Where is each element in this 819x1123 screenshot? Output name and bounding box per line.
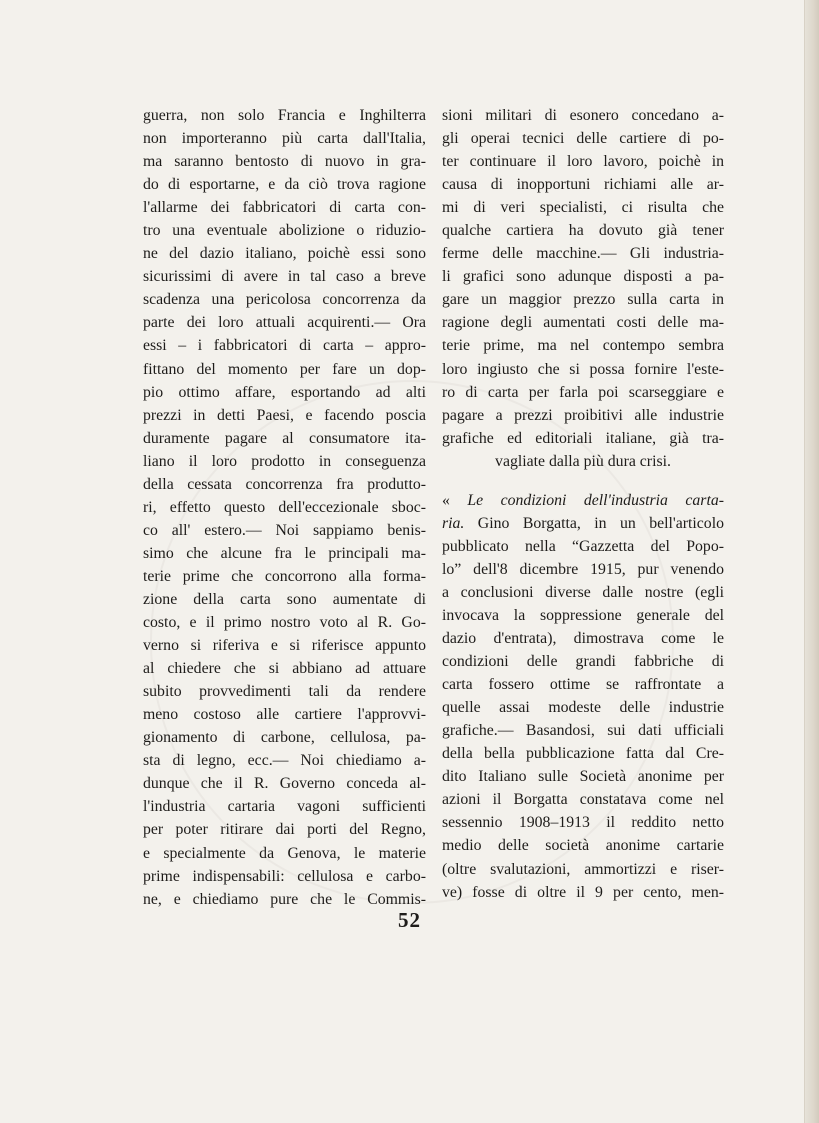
text-line: lo” dell'8 dicembre 1915, pur venendo <box>442 560 724 578</box>
text-line: zione della carta sono aumentate di <box>143 590 426 608</box>
text-line: li grafici sono adunque disposti a pa- <box>442 268 724 286</box>
right-column-paragraph-2 <box>442 489 724 904</box>
text-line: prime indispensabili: cellulosa e carbo- <box>143 867 426 885</box>
text-line: terie prime che concorrono alla forma- <box>143 567 426 585</box>
text-line: dito Italiano sulle Società anonime per <box>442 768 724 786</box>
text-line: sessennio 1908–1913 il reddito netto <box>442 814 724 832</box>
paragraph-gap <box>442 473 724 489</box>
text-line: (oltre svalutazioni, ammortizzi e riser- <box>442 860 724 878</box>
text-line: per poter ritirare dai porti del Regno, <box>143 821 426 839</box>
text-line: ve) fosse di oltre il 9 per cento, men- <box>442 883 724 901</box>
text-line: dunque che il R. Governo conceda al- <box>143 775 426 793</box>
text-line <box>442 512 724 535</box>
text-line: e specialmente da Genova, le materie <box>143 844 426 862</box>
text-line: scadenza una pericolosa concorrenza da <box>143 291 426 309</box>
text-line: meno costoso alle cartiere l'approvvi- <box>143 706 426 724</box>
text-line: qualche cartiera ha dovuto già tener <box>442 222 724 240</box>
text-line: al chiedere che si abbiano ad attuare <box>143 660 426 678</box>
text-line: ragione degli aumentati costi delle ma- <box>442 314 724 332</box>
text-line: pio ottimo affare, esportando ad alti <box>143 383 426 401</box>
section-title-italic: Le condizioni dell'industria carta- <box>467 491 724 509</box>
text-line: parte dei loro attuali acquirenti.— Ora <box>143 314 426 332</box>
text-line: sta di legno, ecc.— Noi chiediamo a- <box>143 752 426 770</box>
text-line: vagliate dalla più dura crisi. <box>495 452 671 470</box>
text-line: fittano del momento per fare un dop- <box>143 360 426 378</box>
text-line: invocava la soppressione generale del <box>442 606 724 624</box>
text-line: ma saranno bentosto di nuovo in gra- <box>143 153 426 171</box>
quote-mark: « <box>442 491 468 509</box>
left-text-column <box>143 104 426 911</box>
text-line: terie prime, ma nel contempo sembra <box>442 337 724 355</box>
text-line: tro una eventuale abolizione o riduzio- <box>143 222 426 240</box>
text-line: grafiche.— Basandosi, sui dati ufficiali <box>442 722 724 740</box>
text-line: a conclusioni diverse dalle nostre (egli <box>442 583 724 601</box>
text-line: grafiche ed editoriali italiane, già tra- <box>442 429 724 447</box>
text-line: mi di veri specialisti, ci risulta che <box>442 199 724 217</box>
text-line: l'allarme dei fabbricatori di carta con- <box>143 199 426 217</box>
text-line: della bella pubblicazione fatta dal Cre- <box>442 745 724 763</box>
text-line: guerra, non solo Francia e Inghilterra <box>143 107 426 124</box>
text-line <box>442 489 724 512</box>
text-line: co all' estero.— Noi sappiamo benis- <box>143 521 426 539</box>
text-line: costo, e il primo nostro voto al R. Go- <box>143 614 426 632</box>
page-number: 52 <box>398 908 421 932</box>
text-line: gare un maggior prezzo sulla carta in <box>442 291 724 309</box>
text-line: subito provvedimenti tali da rendere <box>143 683 426 701</box>
section-title-italic-end: ria. <box>442 514 465 532</box>
text-line: pagare a prezzi proibitivi alle industrie <box>442 406 724 424</box>
text-line: verno si riferiva e si riferisce appunto <box>143 637 426 655</box>
right-text-column <box>442 104 724 904</box>
text-line: ri, effetto questo dell'eccezionale sboc- <box>143 498 426 516</box>
text-line: ferme delle macchine.— Gli industria- <box>442 245 724 263</box>
text-line: liano il loro prodotto in conseguenza <box>143 452 426 470</box>
text-line: loro ingiusto che si possa fornire l'este- <box>442 360 724 378</box>
text-line: dazio d'entrata), dimostrava come le <box>442 630 724 648</box>
page-edge <box>804 0 819 1123</box>
text-line: sioni militari di esonero concedano a- <box>442 107 724 124</box>
right-column-paragraph-1 <box>442 104 724 473</box>
text-line: carta fossero ottime se raffrontate a <box>442 676 724 694</box>
text-line: causa di inopportuni richiami alle ar- <box>442 176 724 194</box>
text-line: azioni il Borgatta constatava come nel <box>442 791 724 809</box>
text-line: ne, e chiediamo pure che le Commis- <box>143 890 426 908</box>
text-line: prezzi in detti Paesi, e facendo poscia <box>143 406 426 424</box>
text-line: medio delle società anonime cartarie <box>442 837 724 855</box>
text-line: l'industria cartaria vagoni sufficienti <box>143 798 426 816</box>
text-line: della cessata concorrenza fra produtto- <box>143 475 426 493</box>
text-line: ne del dazio italiano, poichè essi sono <box>143 245 426 263</box>
text-line: ter continuare il loro lavoro, poichè in <box>442 153 724 171</box>
text-line: essi – i fabbricatori di carta – appro- <box>143 337 426 355</box>
text-line: quelle assai modeste delle industrie <box>442 699 724 717</box>
text-line: do di esportarne, e da ciò trova ragione <box>143 176 426 194</box>
text-line: duramente pagare al consumatore ita- <box>143 429 426 447</box>
text-line: ro di carta per farla poi scarseggiare e <box>442 383 724 401</box>
text-line: non importeranno più carta dall'Italia, <box>143 130 426 148</box>
line-text: Gino Borgatta, in un bell'articolo <box>464 514 724 532</box>
text-line: sicurissimi di avere in tal caso a breve <box>143 268 426 286</box>
text-line: pubblicato nella “Gazzetta del Popo- <box>442 537 724 555</box>
text-line: simo che alcune fra le principali ma- <box>143 544 426 562</box>
text-line: condizioni delle grandi fabbriche di <box>442 653 724 671</box>
text-line: gli operai tecnici delle cartiere di po- <box>442 130 724 148</box>
text-line: gionamento di carbone, cellulosa, pa- <box>143 729 426 747</box>
